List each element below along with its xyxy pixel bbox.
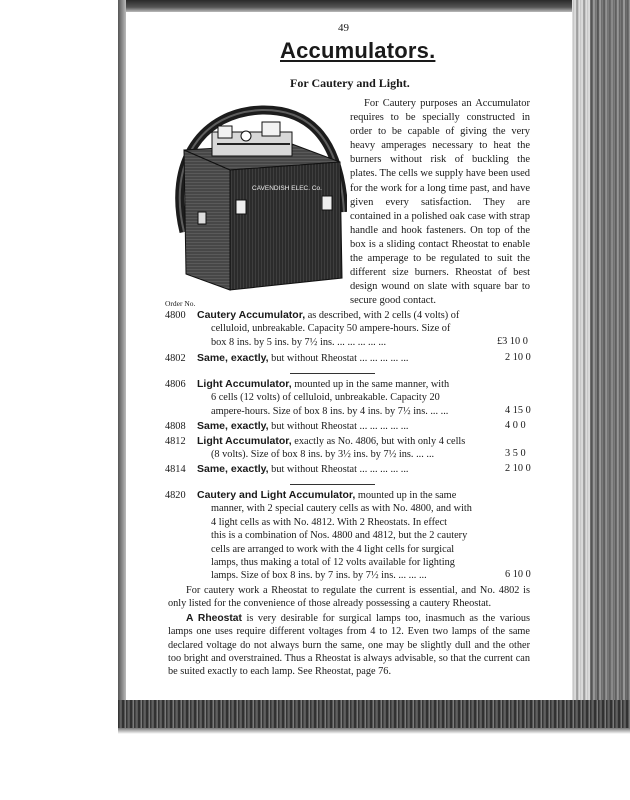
entry-text: but without Rheostat ... ... ... ... ...	[268, 353, 409, 364]
entry-text: ampere-hours. Size of box 8 ins. by 4 ins. by 7½ ins. ... ...	[211, 405, 449, 417]
accumulator-illustration	[162, 92, 347, 292]
rheostat-lead: A Rheostat	[186, 613, 242, 624]
order-number: 4812	[165, 436, 186, 447]
order-number: 4806	[165, 379, 186, 390]
scan-edge-left	[118, 0, 126, 700]
entry-text: exactly as No. 4806, but with only 4 cells	[291, 436, 466, 447]
entry-text: lamps, thus making a total of 12 volts available for lighting	[211, 557, 455, 569]
scan-edge-top	[118, 0, 630, 12]
entry-name: Cautery Accumulator,	[197, 309, 306, 321]
entry-text: celluloid, unbreakable. Capacity 50 ampere-hours. Size of	[211, 323, 451, 335]
entry-price: 4 15 0	[505, 405, 531, 416]
entry-text: but without Rheostat ... ... ... ... ...	[268, 421, 409, 432]
entry-text: this is a combination of Nos. 4800 and 4812, but the 2 cautery	[211, 530, 468, 542]
entry-text: lamps. Size of box 8 ins. by 7 ins. by 7½ ins. ... ... ...	[211, 570, 427, 582]
section-rule	[290, 373, 375, 374]
entry-text: box 8 ins. by 5 ins. by 7½ ins. ... ... ... ... ...	[211, 336, 387, 348]
scan-edge-bottom-fade	[118, 728, 630, 734]
entry-text: but without Rheostat ... ... ... ... ...	[268, 464, 409, 475]
page-number: 49	[338, 22, 349, 34]
entry-name: Light Accumulator,	[197, 435, 292, 447]
cautery-note: For cautery work a Rheostat to regulate the current is essential, and No. 4802 is only listed for the convenience of those already possessing a cautery Rheostat.	[168, 585, 530, 610]
entry-text: 6 cells (12 volts) of celluloid, unbreakable. Capacity 20	[211, 392, 440, 404]
entry-price: 3 5 0	[505, 448, 526, 459]
page-subtitle: For Cautery and Light.	[290, 76, 410, 90]
entry-name: Same, exactly,	[197, 352, 269, 364]
entry-name: Cautery and Light Accumulator,	[197, 489, 356, 501]
order-number: 4802	[165, 353, 186, 364]
rheostat-text: is very desirable for surgical lamps too, inasmuch as the various lamps one uses require different voltages from 4 to 12. Even two lamps of the same declared voltage do not always burn the same, one may be slightly dull and the other too bright and overstrained. Thus a Rheostat is always advisable, so that the current can be suited exactly to each lamp. See Rheostat, page 76.	[168, 613, 531, 678]
entry-name: Same, exactly,	[197, 420, 269, 432]
book-page-edges-shadow	[590, 0, 630, 705]
entry-text: as described, with 2 cells (4 volts) of	[305, 310, 460, 321]
entry-text: (8 volts). Size of box 8 ins. by 3½ ins. by 7½ ins. ... ...	[211, 449, 435, 461]
order-number: 4814	[165, 464, 186, 475]
entry-text: manner, with 2 special cautery cells as with No. 4800, and with	[211, 503, 472, 515]
maker-label: CAVENDISH ELEC. Co.	[252, 185, 322, 192]
entry-name: Light Accumulator,	[197, 378, 292, 390]
intro-paragraph: For Cautery purposes an Accumulator requires to be specially constructed in order to be capable of giving the very heavy amperages necessary to heat the burners without risk of buckling the plates. The cells we supply have been used for the work for a long time past, and have given every satisfaction. They are contained in a polished oak case with strap handle and hook fasteners. On top of the box is a sliding contact Rheostat to enable the amperage to be regulated to suit the different size burners. Rheostat of best design wound on slate with square bar to secure good contact.	[350, 98, 531, 307]
order-number-label: Order No.	[165, 299, 196, 308]
entry-price: 4 0 0	[505, 420, 526, 431]
section-rule	[290, 484, 375, 485]
rheostat-note	[168, 612, 530, 678]
order-number: 4800	[165, 310, 186, 321]
entry-price: £3 10 0	[497, 336, 528, 347]
entry-text: 4 light cells as with No. 4812. With 2 Rheostats. In effect	[211, 516, 447, 528]
page-title: Accumulators.	[280, 38, 436, 63]
entry-text: mounted up in the same manner, with	[291, 379, 450, 390]
entry-name: Same, exactly,	[197, 463, 269, 475]
entry-text: cells are arranged to work with the 4 light cells for surgical	[211, 543, 455, 555]
entry-price: 2 10 0	[505, 463, 531, 474]
entry-price: 2 10 0	[505, 352, 531, 363]
entry-text: mounted up in the same	[355, 490, 457, 501]
order-number: 4820	[165, 490, 186, 501]
order-number: 4808	[165, 421, 186, 432]
entry-price: 6 10 0	[505, 569, 531, 580]
scan-edge-bottom	[118, 700, 630, 728]
